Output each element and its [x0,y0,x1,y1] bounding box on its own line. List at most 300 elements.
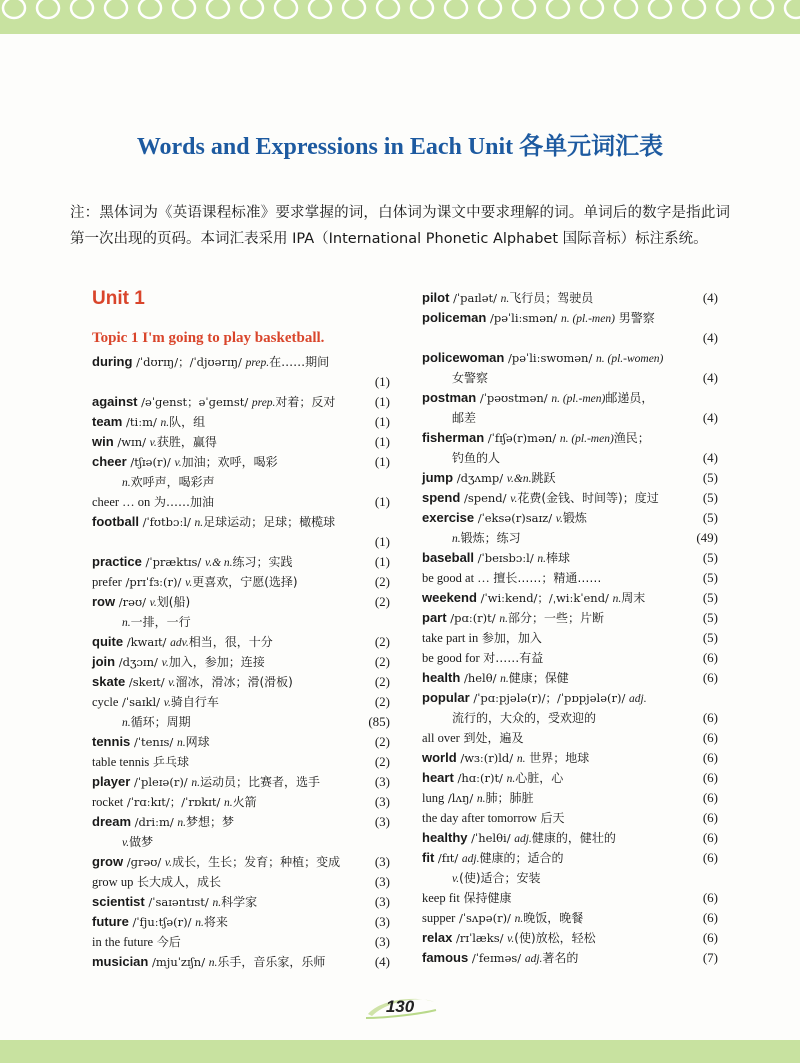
entry-line [92,932,390,952]
vocab-entry [92,652,390,672]
part-of-speech: n. (pl.-men) [559,433,614,445]
pronunciation: /hɑː(r)t/ [453,771,507,785]
page-number-badge [362,992,438,1022]
page-reference: (4) [372,952,390,972]
pronunciation: /ˈhelθi/ [467,831,515,845]
entry-continuation [422,328,718,348]
definition: 对着；反对 [275,395,336,409]
headword: jump [422,470,454,485]
binder-ring [207,0,229,18]
binder-ring [581,0,603,18]
definition: 肺；肺脏 [485,791,534,805]
part-of-speech: n. [122,717,131,729]
entry-line [92,552,390,572]
entry-continuation [422,708,718,728]
pronunciation: /ˈfʊtbɔːl/ [138,515,195,529]
definition: 获胜，赢得 [156,435,217,449]
entry-continuation [92,712,390,732]
headword: the day after tomorrow [422,811,537,825]
definition: (使)放松，轻松 [514,931,596,945]
headword: table tennis [92,755,150,769]
pronunciation: /ˈsaɪkl/ [118,695,164,709]
headword: supper [422,911,456,925]
vocab-entry [422,628,718,648]
vocab-entry [92,752,390,772]
definition: 著名的 [542,951,579,965]
headword: cheer [92,454,127,469]
headword: be good for [422,651,480,665]
definition: 在……期间 [269,355,330,369]
entry-line [422,908,718,928]
pronunciation: /ˈdʊrɪŋ/；/ˈdjʊərɪŋ/ [132,355,246,369]
headword: skate [92,674,126,689]
headword: row [92,594,116,609]
vocab-entry [92,352,390,392]
pronunciation: /fɪt/ [434,851,462,865]
definition: 男警察 [614,311,655,325]
headword: world [422,750,457,765]
definition: 梦想；梦 [186,815,235,829]
pronunciation: /ˈtenɪs/ [130,735,177,749]
headword: famous [422,950,469,965]
vocab-entry [92,932,390,952]
pronunciation: /ˈsaɪəntɪst/ [144,895,213,909]
pronunciation: /ˈpleɪə(r)/ [130,775,192,789]
definition: 到处，遍及 [463,731,524,745]
pronunciation: /dʒɔɪn/ [115,655,162,669]
page-reference: (4) [700,328,718,348]
headword: against [92,394,138,409]
binder-ring [139,0,161,18]
entry-line [422,948,718,968]
part-of-speech: v. [174,457,182,469]
definition: 足球运动；足球；橄榄球 [203,515,336,529]
part-of-speech: n. [212,897,222,909]
pronunciation: /pəˈliːsmən/ [486,311,561,325]
vocab-entry [92,952,390,972]
vocab-entry [422,828,718,848]
entry-line [422,308,718,328]
pronunciation: /ˈrɑːkɪt/；/ˈrɒkɪt/ [123,795,224,809]
page-reference: (3) [372,912,390,932]
headword: team [92,414,123,429]
pronunciation: /tʃɪə(r)/ [126,455,175,469]
page-reference: (5) [700,508,718,528]
page-reference: (3) [372,772,390,792]
binder-ring [615,0,637,18]
headword: grow [92,854,124,869]
definition: 运动员；比赛者，选手 [199,775,320,789]
definition: 擅长……；精通…… [493,571,602,585]
part-of-speech: n. (pl.-women) [595,353,664,365]
right-column [422,288,718,968]
entry-line [92,952,390,972]
binder-ring [683,0,705,18]
vocab-entry [422,908,718,928]
part-of-speech: n. [499,613,508,625]
vocab-entry [92,892,390,912]
headword: scientist [92,894,145,909]
vocab-entry [92,592,390,632]
page-reference: (6) [700,708,718,728]
headword: cycle [92,695,119,709]
vocab-entry [422,928,718,948]
headword: baseball [422,550,475,565]
definition: 锻炼 [562,511,587,525]
page-reference: (4) [700,448,718,468]
page-reference: (5) [700,628,718,648]
entry-line [422,888,718,908]
part-of-speech: n. (pl.-men) [560,313,615,325]
entry-line [92,392,390,412]
entry-line [422,688,718,708]
page-reference: (1) [372,552,390,572]
definition: 健康；保健 [508,671,569,685]
part-of-speech: adv. [170,637,189,649]
pronunciation: /mjuˈzɪʃn/ [148,955,209,969]
entry-line [422,568,718,588]
definition: 保持健康 [463,891,512,905]
definition: 科学家 [221,895,258,909]
entry-line [422,548,718,568]
headword: fisherman [422,430,485,445]
page-number: 130 [385,997,415,1016]
vocab-entry [422,568,718,588]
pronunciation: /ˈwiːkend/；/ˌwiːkˈend/ [476,591,613,605]
entry-line [92,452,390,472]
definition: 花费(金钱、时间等)；度过 [517,491,659,505]
headword: take part in [422,631,479,645]
page-reference: (6) [700,928,718,948]
headword: win [92,434,114,449]
definition: 骑自行车 [170,695,219,709]
binder-ring [649,0,671,18]
page-reference: (2) [372,592,390,612]
part-of-speech: n. [177,817,187,829]
vocab-entry [422,288,718,308]
binder-ring [309,0,331,18]
entry-continuation [422,448,718,468]
headword: quite [92,634,124,649]
entry-line [422,828,718,848]
part-of-speech: v. [185,577,193,589]
vocab-entry [422,788,718,808]
vocab-entry [92,492,390,512]
definition: 周末 [621,591,646,605]
pronunciation: /rəʊ/ [115,595,150,609]
pronunciation: /ˈsʌpə(r)/ [455,911,515,925]
definition: 跳跃 [531,471,556,485]
pronunciation: /tiːm/ [122,415,161,429]
page-reference: (6) [700,828,718,848]
part-of-speech: n. [612,593,622,605]
definition: 一排，一行 [130,615,191,629]
definition: 棒球 [545,551,570,565]
pronunciation: /driːm/ [131,815,178,829]
pronunciation: /ˈpɑːpjələ(r)/；/ˈpɒpjələ(r)/ [469,691,629,705]
part-of-speech: n. [191,777,200,789]
entry-continuation [92,472,390,492]
entry-continuation [92,612,390,632]
headword: practice [92,554,142,569]
vocab-entry [422,608,718,628]
page-title: Words and Expressions in Each Unit 各单元词汇表 [136,134,664,160]
headword: player [92,774,131,789]
definition: 邮递员， [605,391,654,405]
vocab-entry [92,732,390,752]
part-of-speech: v. [149,437,157,449]
pronunciation: /skeɪt/ [125,675,169,689]
vocab-entry [422,588,718,608]
pronunciation: /ˈpəʊstmən/ [476,391,552,405]
pronunciation: /ˈpræktɪs/ [141,555,205,569]
part-of-speech: n. [506,773,516,785]
entry-line [422,768,718,788]
headword: exercise [422,510,475,525]
entry-line [92,792,390,812]
definition: 欢呼声，喝彩声 [130,475,215,489]
vocab-entry [92,632,390,652]
headword: fit [422,850,435,865]
part-of-speech: n. [122,617,131,629]
vocab-entry [92,852,390,872]
headword: prefer [92,575,122,589]
definition: 心脏，心 [515,771,564,785]
definition: 练习；实践 [232,555,293,569]
page-reference: (3) [372,932,390,952]
binder-ring [173,0,195,18]
page-reference: (2) [372,632,390,652]
page-reference: (3) [372,792,390,812]
page-reference: (2) [372,672,390,692]
headword: popular [422,690,470,705]
binder-ring [717,0,739,18]
headword: heart [422,770,454,785]
part-of-speech: v.&n. [506,473,532,485]
entry-line [92,892,390,912]
entry-line [92,872,390,892]
vocab-entry [422,848,718,888]
vocab-entry [422,308,718,348]
definition: 加油；欢呼，喝彩 [181,455,278,469]
definition: 溜冰，滑冰；滑(滑板) [175,675,293,689]
definition: 网球 [185,735,210,749]
page-reference: (2) [372,692,390,712]
binder-ring [479,0,501,18]
part-of-speech: prep. [245,357,270,369]
entry-line [92,412,390,432]
page-reference: (85) [365,712,390,732]
binder-ring [343,0,365,18]
vocab-entry [92,392,390,412]
vocab-entry [422,748,718,768]
page-reference: (2) [372,752,390,772]
vocab-entry [92,872,390,892]
vocab-entry [422,808,718,828]
headword: relax [422,930,453,945]
page-reference: (4) [700,288,718,308]
part-of-speech: v. [163,697,171,709]
pronunciation: /ˈfeɪməs/ [468,951,525,965]
page-reference: (4) [700,408,718,428]
headword: cheer … on [92,495,151,509]
page-reference: (6) [700,908,718,928]
page-reference: (1) [372,532,390,552]
page-reference: (1) [372,392,390,412]
headword: grow up [92,875,134,889]
pronunciation: /rɪˈlæks/ [452,931,508,945]
entry-line [422,468,718,488]
entry-line [92,432,390,452]
entry-line [92,852,390,872]
entry-continuation [422,528,718,548]
page-reference: (3) [372,852,390,872]
entry-line [422,588,718,608]
vocab-entry [422,728,718,748]
definition: 飞行员；驾驶员 [509,291,594,305]
page-reference: (2) [372,732,390,752]
definition: 乒乓球 [152,755,189,769]
definition: 做梦 [129,835,154,849]
left-column [92,352,390,972]
entry-line [422,428,718,448]
pronunciation: /ˈbeɪsbɔːl/ [474,551,538,565]
entry-line [92,772,390,792]
part-of-speech: n. [208,957,218,969]
definition: 长大成人，成长 [136,875,221,889]
definition: 健康的；适合的 [479,851,564,865]
part-of-speech: v. [510,493,518,505]
entry-line [422,288,718,308]
vocab-entry [422,348,718,388]
definition: 流行的，大众的，受欢迎的 [452,711,597,725]
definition: 循环；周期 [130,715,191,729]
top-binding-band [0,0,800,38]
pronunciation: /ˈeksə(r)saɪz/ [474,511,556,525]
vocab-entry [422,468,718,488]
page-reference: (5) [700,588,718,608]
pronunciation: /ˈpaɪlət/ [449,291,501,305]
entry-line [92,632,390,652]
headword: keep fit [422,891,460,905]
definition: 乐手，音乐家，乐师 [217,955,326,969]
entry-line [422,788,718,808]
definition: 队，组 [169,415,206,429]
part-of-speech: v. [122,837,130,849]
entry-line [92,352,390,372]
vocab-entry [422,548,718,568]
page-reference: (6) [700,648,718,668]
definition: 对……有益 [483,651,544,665]
definition: 火箭 [232,795,257,809]
pronunciation: /lʌŋ/ [444,791,477,805]
part-of-speech: n. [476,793,486,805]
part-of-speech: n. [176,737,186,749]
part-of-speech: v. [555,513,563,525]
definition: 相当，很，十分 [188,635,273,649]
page-reference: (1) [372,412,390,432]
page-reference: (1) [372,452,390,472]
part-of-speech: prep. [251,397,276,409]
headword: in the future [92,935,154,949]
definition: 后天 [540,811,565,825]
headword: policeman [422,310,487,325]
pronunciation: /dʒʌmp/ [453,471,507,485]
page-reference: (6) [700,748,718,768]
binder-ring [785,0,800,18]
vocab-entry [422,888,718,908]
part-of-speech: n. [537,553,546,565]
entry-line [422,488,718,508]
vocab-entry [422,388,718,428]
entry-line [422,808,718,828]
part-of-speech: n. [452,533,461,545]
part-of-speech: n. [194,517,204,529]
vocab-entry [92,692,390,732]
part-of-speech: n. [514,913,524,925]
vocab-entry [422,768,718,788]
vocab-entry [92,412,390,432]
page-reference: (5) [700,608,718,628]
part-of-speech: v. [164,857,173,869]
entry-line [92,912,390,932]
pronunciation: /ɡrəʊ/ [123,855,165,869]
binder-ring [547,0,569,18]
binder-ring [275,0,297,18]
pronunciation: /wɜː(r)ld/ [456,751,517,765]
headword: musician [92,954,149,969]
headword: tennis [92,734,131,749]
definition: 邮差 [452,411,477,425]
page-reference: (4) [700,368,718,388]
part-of-speech: v. [161,657,169,669]
page-reference: (49) [693,528,718,548]
vocab-entry [92,552,390,572]
entry-line [422,608,718,628]
vocab-entry [422,688,718,728]
page-reference: (2) [372,572,390,592]
binder-ring [513,0,535,18]
definition: 为……加油 [153,495,214,509]
headword: pilot [422,290,450,305]
pronunciation: /wɪn/ [113,435,150,449]
definition: 渔民； [613,431,650,445]
part-of-speech: n. [516,753,526,765]
binder-ring [105,0,127,18]
bottom-band [0,1040,800,1063]
page-reference: (7) [700,948,718,968]
definition: 更喜欢，宁愿(选择) [192,575,298,589]
part-of-speech: adj. [461,853,480,865]
page-reference: (6) [700,768,718,788]
page-reference: (3) [372,892,390,912]
part-of-speech: v. [507,933,515,945]
page-reference: (5) [700,468,718,488]
entry-continuation [92,532,390,552]
entry-line [422,388,718,408]
headword: be good at … [422,571,490,585]
pronunciation: /spend/ [460,491,511,505]
binder-ring [71,0,93,18]
entry-line [92,692,390,712]
part-of-speech: v. [452,873,460,885]
page-reference: (5) [700,548,718,568]
page-reference: (3) [372,872,390,892]
page-reference: (6) [700,848,718,868]
vocab-entry [92,572,390,592]
page-reference: (6) [700,788,718,808]
part-of-speech: adj. [514,833,532,845]
